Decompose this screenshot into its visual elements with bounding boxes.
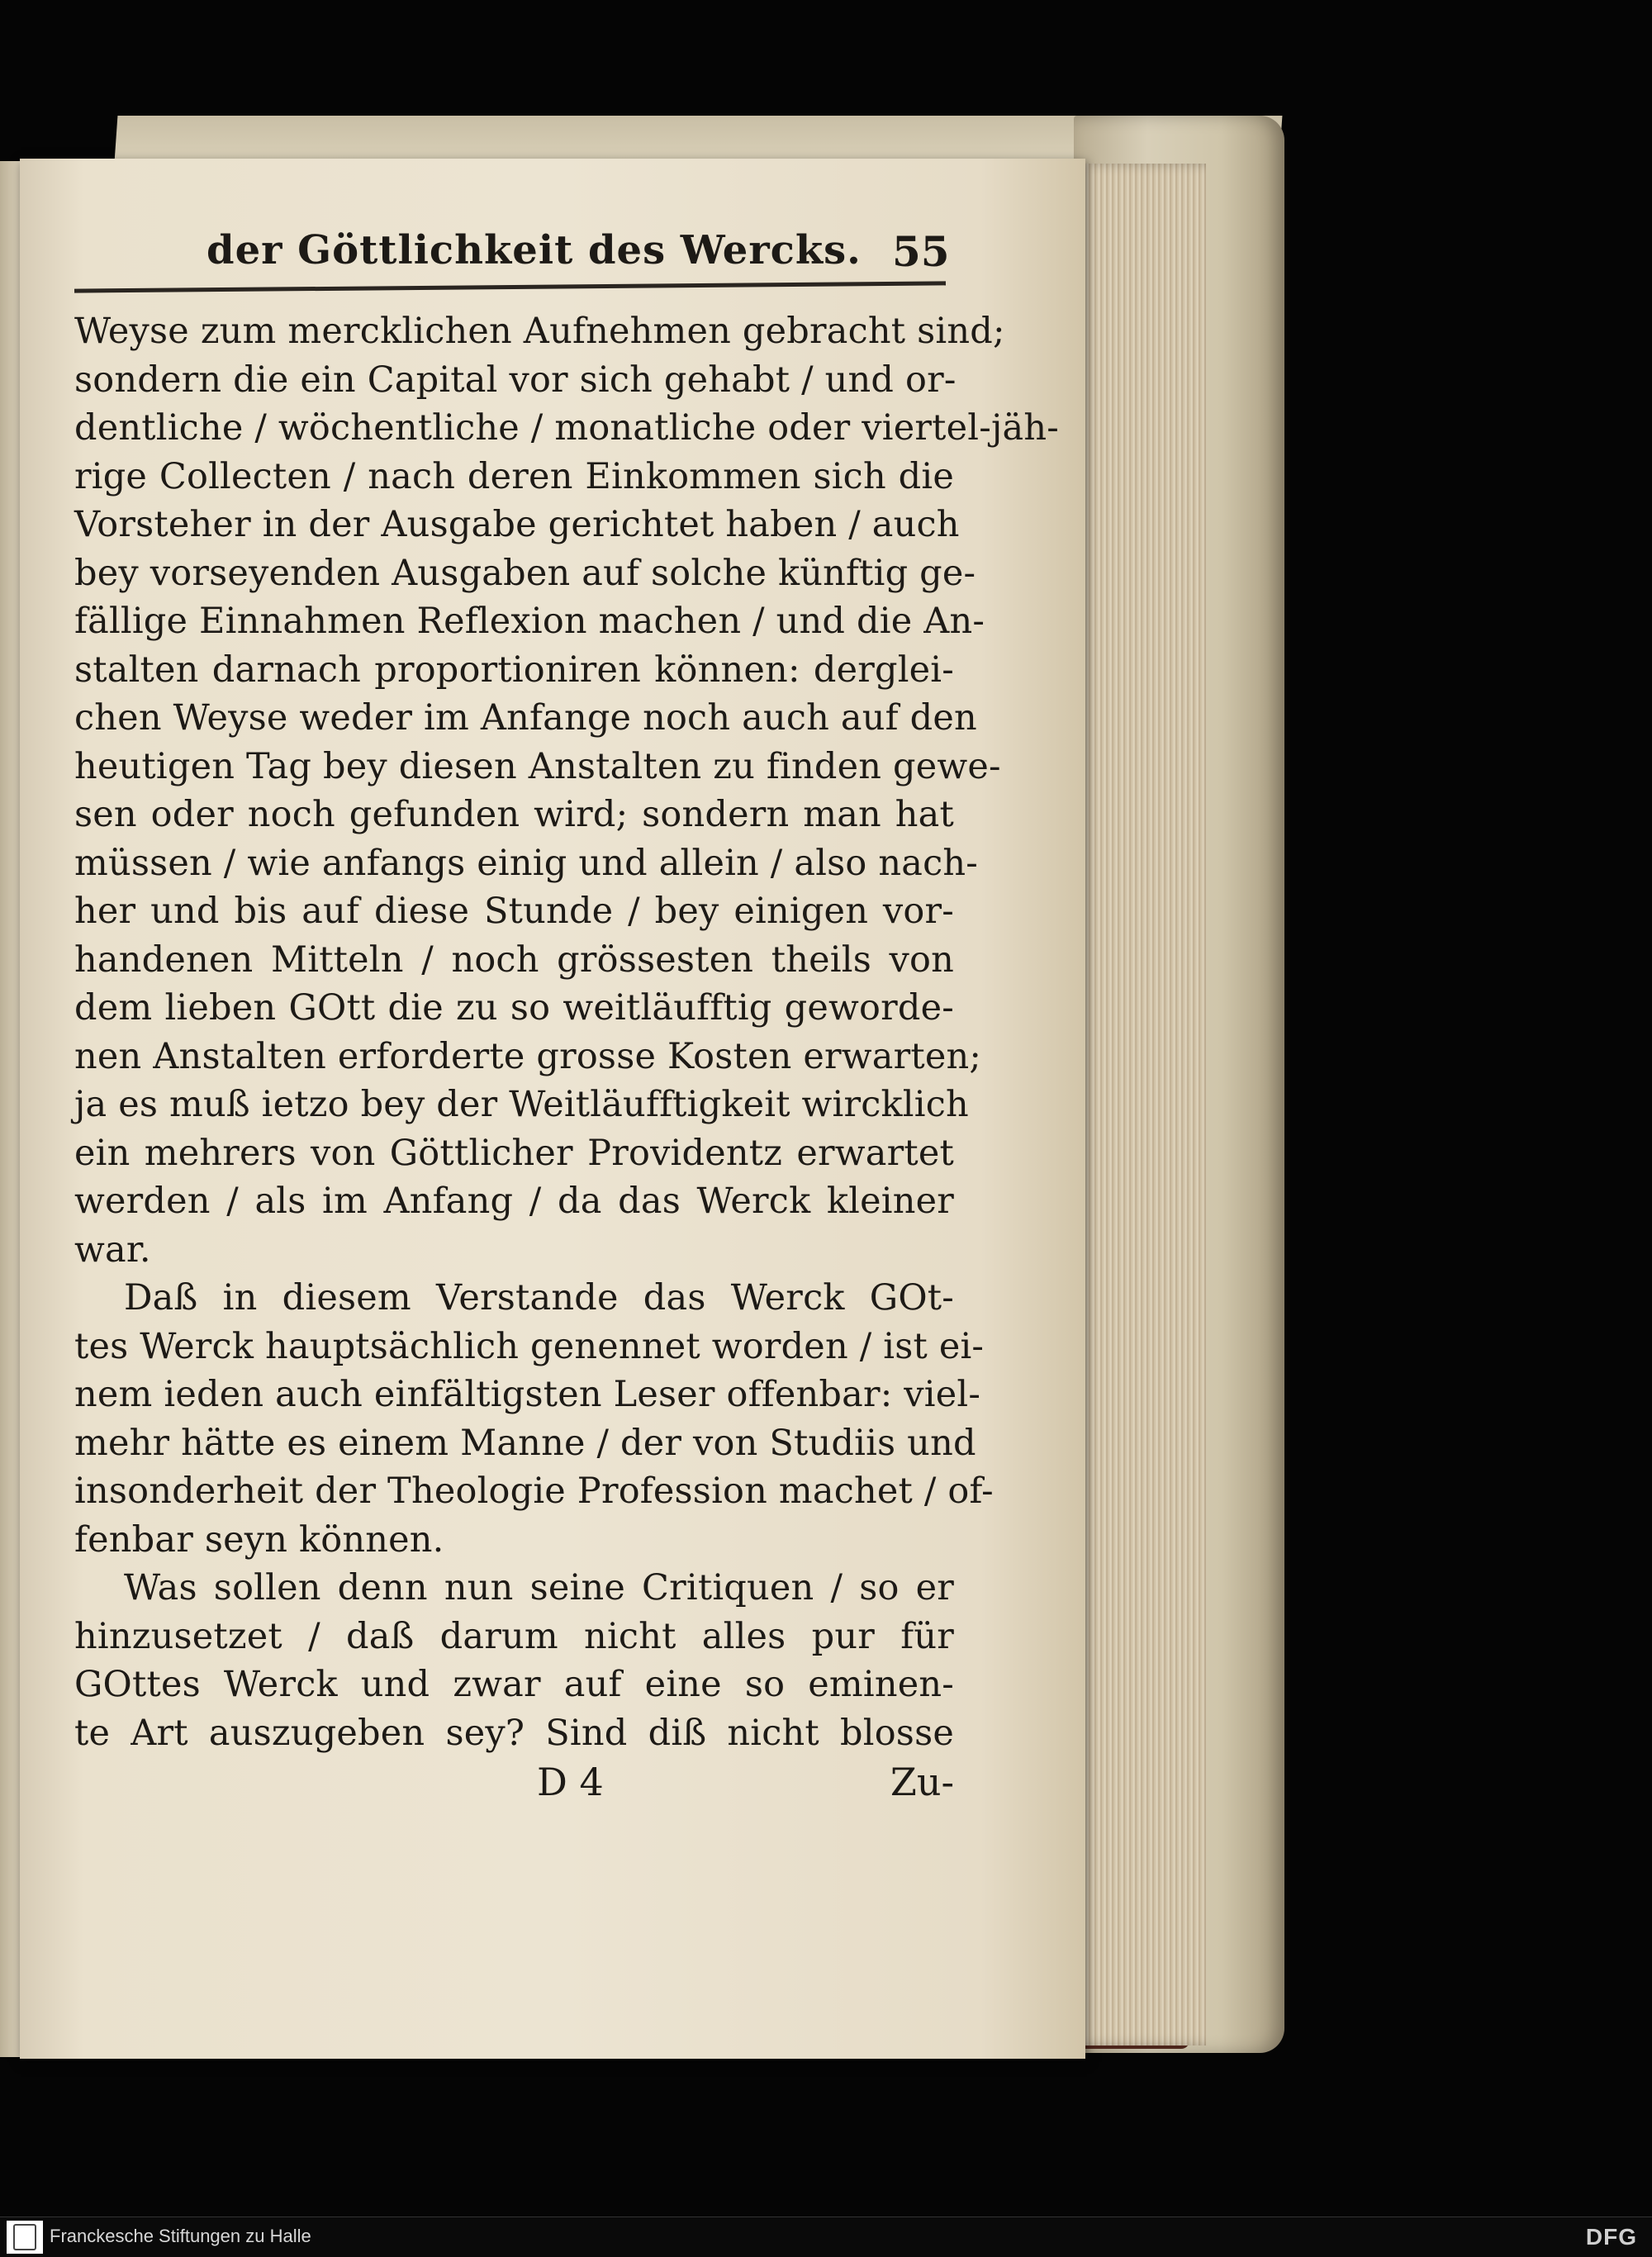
text-line: handenen Mitteln / noch grössesten theils von (74, 938, 954, 981)
page-number: 55 (892, 227, 950, 276)
text-line: war. (74, 1228, 151, 1271)
text-line: te Art auszugeben sey? Sind diß nicht blosse (74, 1712, 954, 1754)
text-line: stalten darnach proportioniren können: derglei- (74, 649, 954, 691)
body-text (74, 307, 1059, 1757)
text-line: hinzusetzet / daß darum nicht alles pur für (74, 1615, 954, 1657)
text-line: GOttes Werck und zwar auf eine so eminen- (74, 1664, 954, 1705)
caption-bar (0, 2217, 1652, 2257)
text-line: mehr hätte es einem Manne / der von Studiis und (74, 1422, 976, 1464)
text-line: nem ieden auch einfältigsten Leser offenbar: viel- (74, 1374, 981, 1415)
page-footer (74, 1760, 954, 1809)
text-line: fällige Einnahmen Reflexion machen / und die An- (74, 601, 985, 642)
text-line: dentliche / wöchentliche / monatliche oder viertel-jäh- (74, 407, 1059, 449)
text-line: Weyse zum mercklichen Aufnehmen gebracht sind; (74, 311, 1005, 352)
text-line: tes Werck hauptsächlich genennet worden / ist ei- (74, 1325, 985, 1367)
text-line: her und bis auf diese Stunde / bey einigen vor- (74, 891, 954, 932)
institution-name: Franckesche Stiftungen zu Halle (50, 2226, 311, 2246)
text-line: fenbar seyn können. (74, 1518, 444, 1561)
text-line: werden / als im Anfang / da das Werck kleiner (74, 1181, 954, 1222)
text-line: ja es muß ietzo bey der Weitläufftigkeit wircklich (74, 1084, 969, 1125)
text-line: Was sollen denn nun seine Critiquen / so er (124, 1567, 954, 1608)
page-fore-edge (1074, 164, 1206, 2046)
text-line: insonderheit der Theologie Profession machet / of- (74, 1471, 994, 1512)
text-line: ein mehrers von Göttlicher Providentz erwartet (74, 1132, 954, 1174)
text-line: nen Anstalten erforderte grosse Kosten erwarten; (74, 1035, 982, 1077)
building-icon (13, 2224, 36, 2250)
text-line: chen Weyse weder im Anfange noch auch auf den (74, 697, 977, 739)
text-line: heutigen Tag bey diesen Anstalten zu finden gewe- (74, 745, 1001, 787)
text-line: bey vorseyenden Ausgaben auf solche künftig ge- (74, 552, 976, 594)
text-line: dem lieben GOtt die zu so weitläufftig geworde- (74, 987, 954, 1029)
signature-mark: D 4 (537, 1760, 604, 1804)
text-line: Daß in diesem Verstande das Werck GOt- (124, 1277, 954, 1319)
text-line: sen oder noch gefunden wird; sondern man hat (74, 794, 954, 835)
text-line: rige Collecten / nach deren Einkommen sich die (74, 455, 954, 497)
institution-logo-icon (7, 2221, 43, 2254)
text-line: sondern die ein Capital vor sich gehabt / und or- (74, 359, 957, 401)
text-line: müssen / wie anfangs einig und allein / also nach- (74, 842, 979, 884)
text-line: Vorsteher in der Ausgabe gerichtet haben / auch (74, 504, 960, 545)
running-head: der Göttlichkeit des Wercks. (206, 227, 862, 273)
catchword: Zu- (890, 1760, 954, 1804)
dfg-logo: DFG (1585, 2224, 1637, 2250)
